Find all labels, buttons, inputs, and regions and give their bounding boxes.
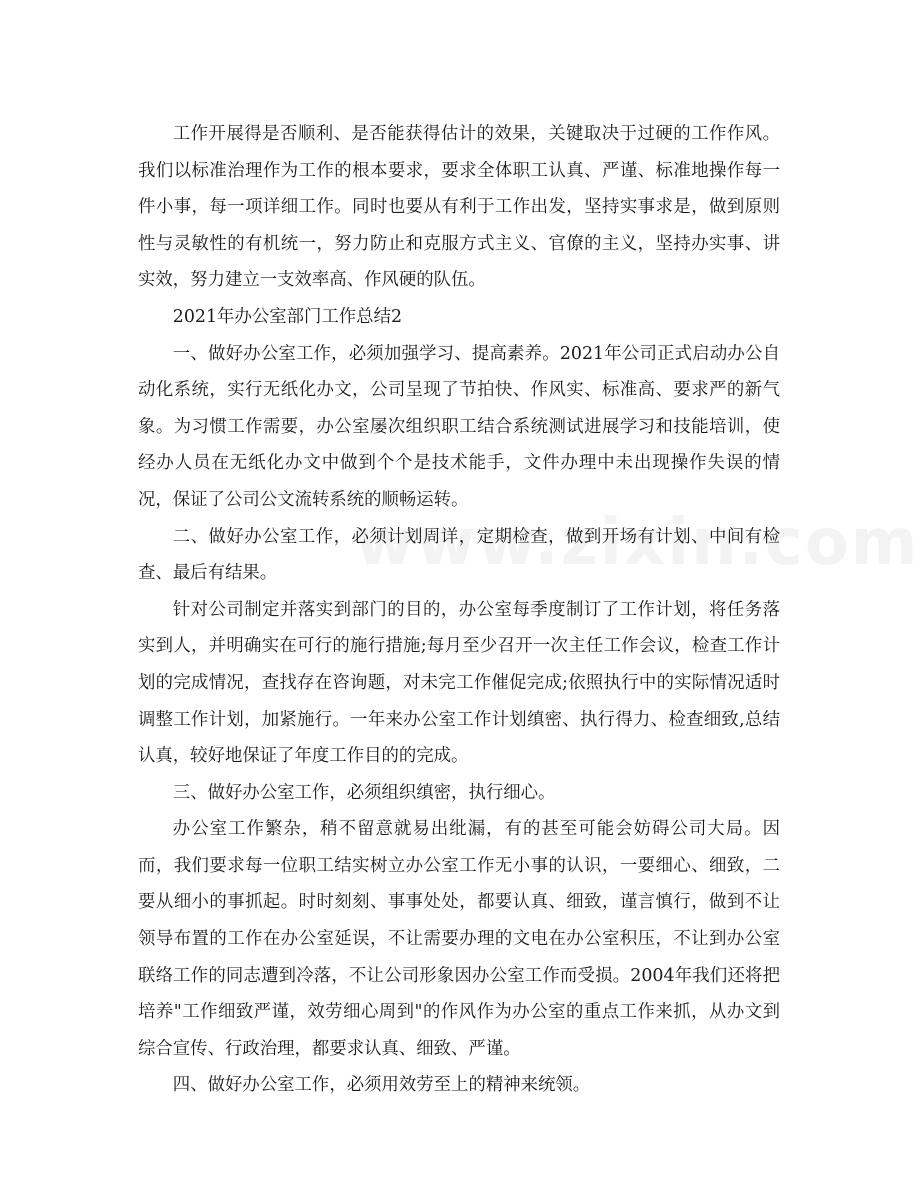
paragraph: 工作开展得是否顺利、是否能获得估计的效果，关键取决于过硬的工作作风。我们以标准治理作为工作的根本要求，要求全体职工认真、严谨、标准地操作每一件小事，每一项详细工作。同时也要从有利于工作出发，坚持实事求是，做到原则性与灵敏性的有机统一，努力防止和克服方式主义、官僚的主义，坚持办实事、讲实效，努力建立一支效率高、作风硬的队伍。	[138, 124, 780, 291]
paragraph: 针对公司制定并落实到部门的目的，办公室每季度制订了工作计划，将任务落实到人，并明确实在可行的施行措施;每月至少召开一次主任工作会议，检查工作计划的完成情况，查找存在咨询题，对未完工作催促完成;依照执行中的实际情况适时调整工作计划，加紧施行。一年来办公室工作计划缜密、执行得力、检查细致,总结认真，较好地保证了年度工作目的的完成。	[138, 599, 780, 767]
paragraph: 办公室工作繁杂，稍不留意就易出纰漏，有的甚至可能会妨碍公司大局。因而，我们要求每一位职工结实树立办公室工作无小事的认识，一要细心、细致，二要从细小的事抓起。时时刻刻、事事处处，都要认真、细致，谨言慎行，做到不让领导布置的工作在办公室延误，不让需要办理的文电在办公室积压，不让到办公室联络工作的同志遭到冷落，不让公司形象因办公室工作而受损。2004年我们还将把培养"工作细致严谨，效劳细心周到"的作风作为办公室的重点工作来抓，从办文到综合宣传、行政治理，都要求认真、细致、严谨。	[138, 819, 780, 1059]
paragraph: 二、做好办公室工作，必须计划周详，定期检查，做到开场有计划、中间有检查、最后有结果。	[138, 526, 780, 584]
document-body	[138, 116, 780, 1104]
paragraph: 四、做好办公室工作，必须用效劳至上的精神来统领。	[172, 1075, 591, 1096]
section-heading: 2021年办公室部门工作总结2	[172, 306, 403, 327]
paragraph: 三、做好办公室工作，必须组织缜密，执行细心。	[172, 782, 556, 803]
paragraph: 一、做好办公室工作，必须加强学习、提高素养。2021年公司正式启动办公自动化系统，实行无纸化办文，公司呈现了节拍快、作风实、标准高、要求严的新气象。为习惯工作需要，办公室屡次组织职工结合系统测试进展学习和技能培训，使经办人员在无纸化办文中做到个个是技术能手，文件办理中未出现操作失误的情况，保证了公司公文流转系统的顺畅运转。	[138, 343, 780, 510]
